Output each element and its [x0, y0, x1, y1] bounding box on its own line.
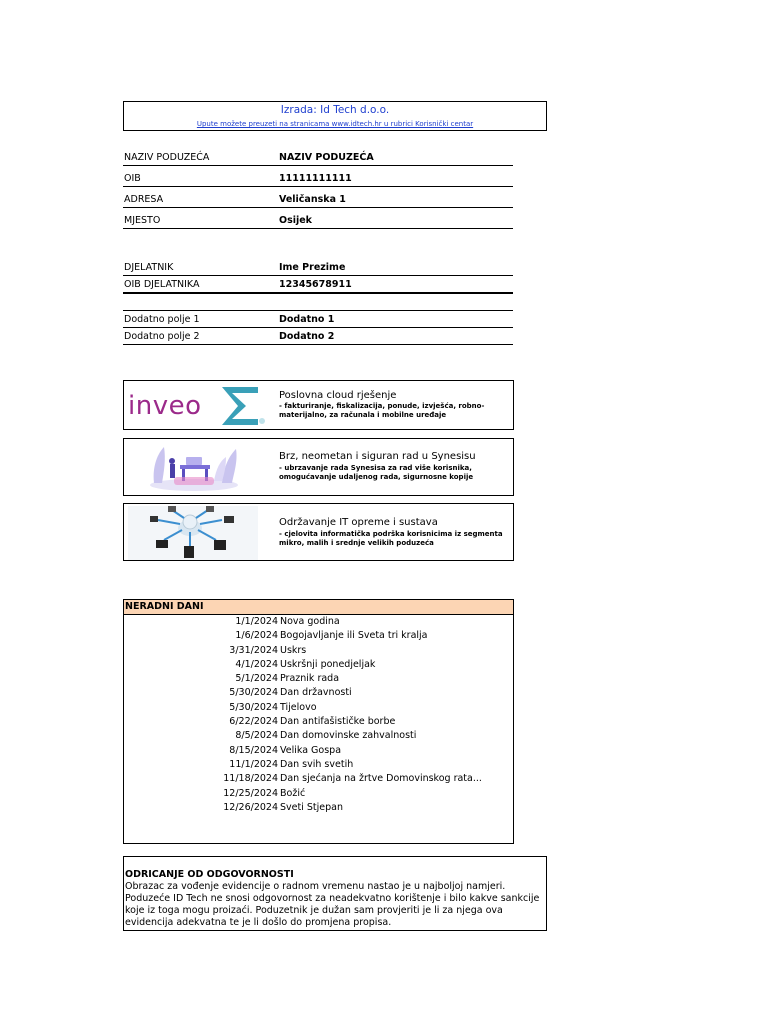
- ad-inveo-title: Poslovna cloud rješenje: [279, 390, 397, 401]
- address-row: [123, 190, 513, 208]
- address-label: ADRESA: [124, 194, 164, 205]
- holiday-row: [124, 615, 513, 629]
- holiday-row: [124, 658, 513, 672]
- holiday-name: Božić: [280, 787, 306, 799]
- oib-label: OIB: [124, 173, 141, 184]
- holiday-row: [124, 629, 513, 643]
- city-value: Osijek: [279, 215, 313, 226]
- holiday-date: 12/25/2024: [223, 787, 278, 799]
- oib-row: [123, 169, 513, 187]
- city-label: MJESTO: [124, 215, 161, 226]
- holiday-date: 6/22/2024: [229, 716, 278, 728]
- company-name-label: NAZIV PODUZEĆA: [124, 152, 210, 163]
- employee-oib-label: OIB DJELATNIKA: [124, 279, 200, 290]
- ad-it-title: Održavanje IT opreme i sustava: [279, 517, 438, 528]
- holiday-row: [124, 744, 513, 758]
- holiday-date: 11/18/2024: [223, 773, 278, 785]
- ad-inveo-desc: - fakturiranje, fiskalizacija, ponude, izvješća, robno-materijalno, za računala i mobilne uređaje: [279, 402, 485, 419]
- holiday-date: 1/1/2024: [235, 616, 278, 627]
- ad-synesis[interactable]: [123, 438, 514, 496]
- extra-field-2-label: Dodatno polje 2: [124, 331, 200, 342]
- disclaimer-title: ODRICANJE OD ODGOVORNOSTI: [125, 869, 294, 880]
- blank-row: [123, 276, 513, 294]
- holiday-row: [124, 787, 513, 801]
- ad-synesis-title: Brz, neometan i siguran rad u Synesisu: [279, 451, 476, 462]
- holiday-row: [124, 701, 513, 715]
- holidays-list: [124, 615, 513, 815]
- employee-value: Ime Prezime: [279, 262, 346, 273]
- holiday-date: 1/6/2024: [235, 630, 278, 642]
- holiday-row: [124, 772, 513, 786]
- holiday-name: Uskrs: [280, 644, 307, 656]
- holiday-name: Dan sjećanja na žrtve Domovinskog rata...: [280, 773, 482, 785]
- holiday-name: Dan domovinske zahvalnosti: [280, 730, 417, 742]
- holiday-name: Dan antifašističke borbe: [280, 716, 396, 728]
- holiday-row: [124, 715, 513, 729]
- inveo-logo-text: inveo: [128, 391, 202, 421]
- employee-label: DJELATNIK: [124, 262, 174, 273]
- holiday-date: 5/30/2024: [229, 701, 278, 713]
- blank-row-2: [123, 293, 513, 311]
- employee-oib-value: 12345678911: [279, 279, 352, 290]
- header-title: Izrada: Id Tech d.o.o.: [280, 104, 390, 116]
- holiday-date: 11/1/2024: [229, 758, 278, 770]
- holiday-name: Tijelovo: [280, 701, 317, 713]
- holiday-row: [124, 758, 513, 772]
- ad-it-desc: - cjelovita informatička podrška korisnicima iz segmenta mikro, malih i srednje velikih poduzeća: [279, 530, 503, 547]
- extra-field-1-row: [123, 310, 513, 328]
- ad-synesis-desc: - ubrzavanje rada Synesisa za rad više korisnika, omogućavanje udaljenog rada, sigurnosne kopije: [279, 464, 474, 481]
- ad-inveo[interactable]: [123, 380, 514, 430]
- holiday-name: Velika Gospa: [280, 744, 342, 756]
- header-box: [123, 101, 547, 131]
- instructions-link[interactable]: Upute možete preuzeti na stranicama www.idtech.hr u rubrici Korisnički centar: [196, 120, 474, 128]
- holiday-name: Bogojavljanje ili Sveta tri kralja: [280, 630, 428, 642]
- network-devices-icon: [128, 506, 258, 560]
- holidays-box: [123, 599, 514, 844]
- employee-row: [123, 258, 513, 276]
- holiday-name: Sveti Stjepan: [280, 801, 343, 813]
- holiday-name: Nova godina: [280, 616, 340, 627]
- disclaimer-box: [123, 856, 547, 931]
- holiday-date: 12/26/2024: [223, 801, 278, 813]
- extra-field-2-value: Dodatno 2: [279, 331, 335, 342]
- holiday-row: [124, 729, 513, 743]
- ad-it-maintenance[interactable]: [123, 503, 514, 561]
- holiday-row: [124, 686, 513, 700]
- holiday-name: Dan državnosti: [280, 687, 352, 699]
- holiday-date: 8/5/2024: [235, 730, 278, 742]
- holiday-date: 4/1/2024: [235, 658, 278, 670]
- extra-field-1-value: Dodatno 1: [279, 314, 335, 325]
- company-name-value: NAZIV PODUZEĆA: [279, 152, 374, 163]
- company-name-row: [123, 148, 513, 166]
- oib-value: 11111111111: [279, 173, 352, 184]
- holidays-header: NERADNI DANI: [124, 600, 513, 615]
- city-row: [123, 211, 513, 229]
- holiday-date: 5/30/2024: [229, 687, 278, 699]
- holiday-date: 3/31/2024: [229, 644, 278, 656]
- holiday-row: [124, 644, 513, 658]
- extra-field-1-label: Dodatno polje 1: [124, 314, 200, 325]
- holiday-name: Uskršnji ponedjeljak: [280, 658, 376, 670]
- sigma-logo-icon: [218, 383, 268, 429]
- address-value: Veličanska 1: [279, 194, 346, 205]
- holiday-row: [124, 672, 513, 686]
- holiday-name: Dan svih svetih: [280, 758, 354, 770]
- holiday-date: 8/15/2024: [229, 744, 278, 756]
- holiday-row: [124, 801, 513, 815]
- workspace-illustration-icon: [144, 441, 244, 493]
- holiday-date: 5/1/2024: [235, 673, 278, 685]
- extra-field-2-row: [123, 327, 513, 345]
- disclaimer-text: Obrazac za vođenje evidencije o radnom vremenu nastao je u najboljoj namjeri. Poduzeće ID Tech ne snosi odgovornost za neadekvatno korištenje i bilo kakve sankcije koje iz toga mogu proizaći. Poduzetnik je dužan sam provjeriti je li za njega ova evidencija adekvatna te je li došlo do promjena propisa.: [125, 881, 540, 928]
- holiday-name: Praznik rada: [280, 673, 340, 685]
